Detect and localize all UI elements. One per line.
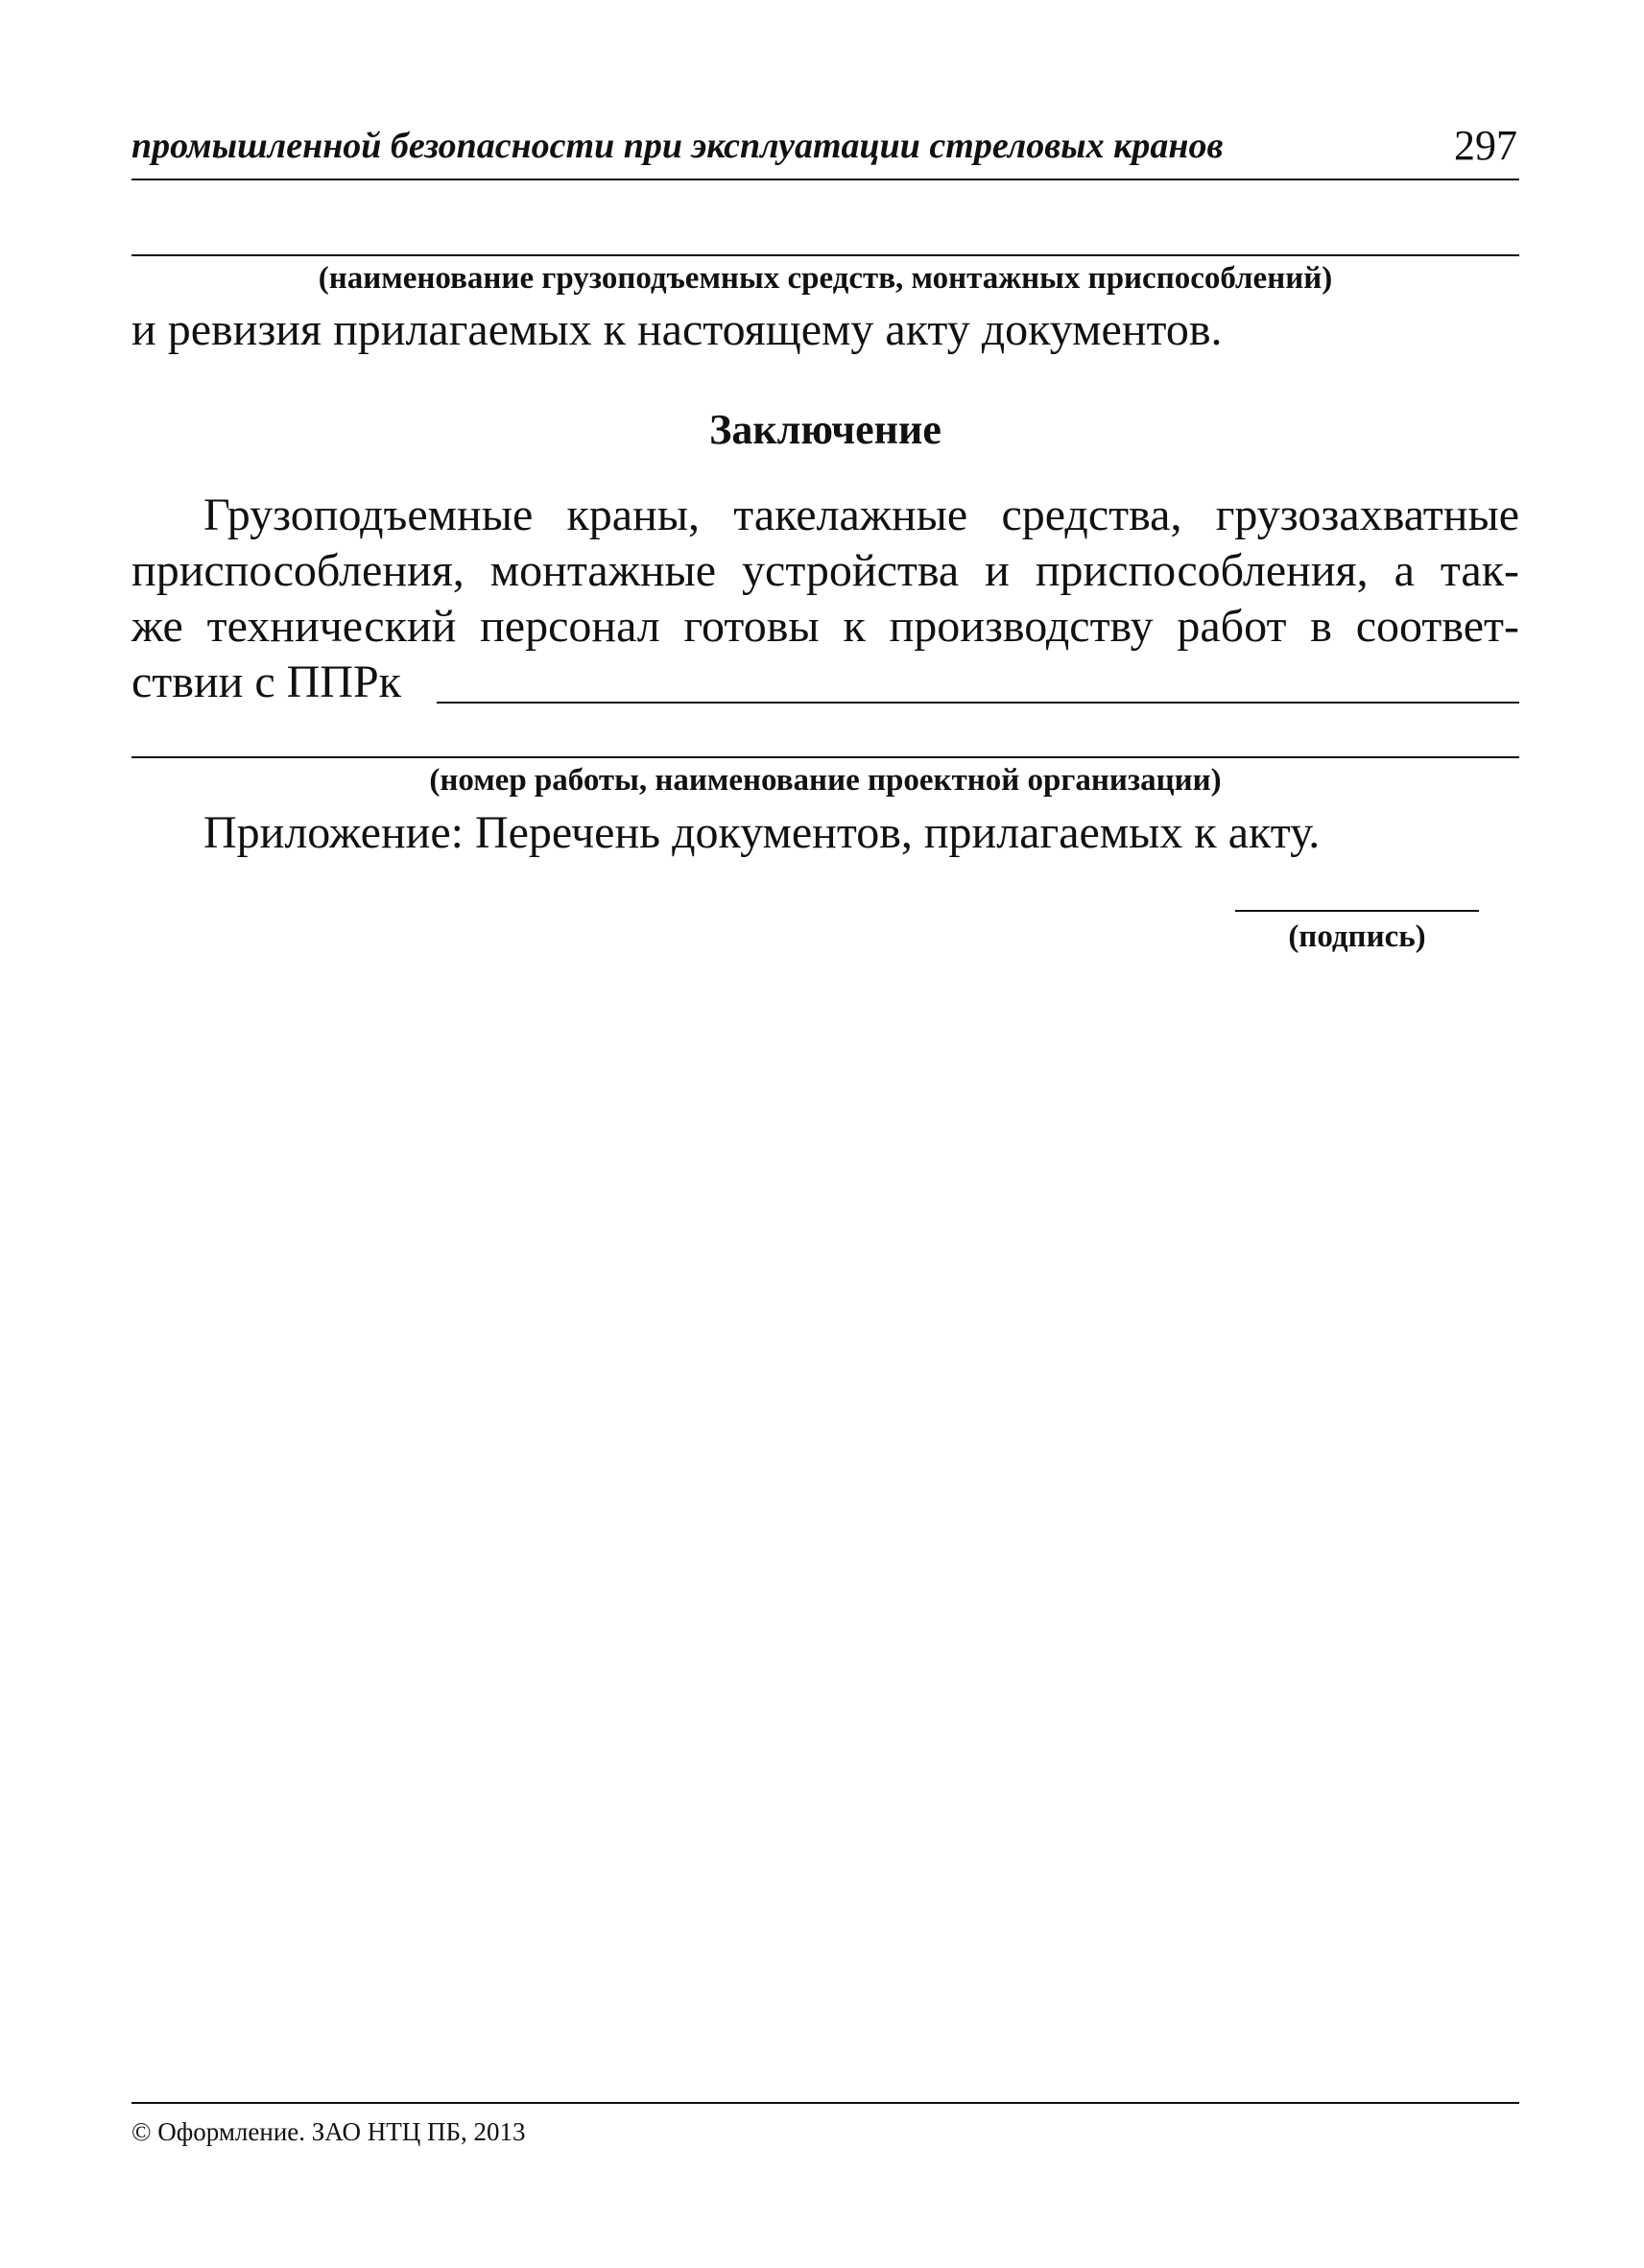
equipment-caption: (наименование грузоподъемных средств, монтажных приспособлений) <box>318 261 1333 296</box>
conclusion-line-4: ствии с ППРк <box>131 657 401 707</box>
signature-caption: (подпись) <box>1288 919 1426 954</box>
equipment-blank-line <box>131 254 1519 256</box>
signature-line <box>1235 910 1479 912</box>
footer-rule <box>131 2102 1519 2104</box>
pprk-blank-line <box>437 702 1519 704</box>
project-blank-line <box>131 756 1519 758</box>
conclusion-line-2: приспособления, монтажные устройства и приспособления, а так- <box>131 545 1519 596</box>
conclusion-line-3: же технический персонал готовы к производству работ в соответ- <box>131 601 1519 652</box>
running-header: промышленной безопасности при эксплуатации стреловых кранов <box>131 126 1224 166</box>
header-rule <box>131 179 1519 180</box>
revision-line: и ревизия прилагаемых к настоящему акту документов. <box>131 304 1223 355</box>
conclusion-heading: Заключение <box>709 406 941 453</box>
footer-copyright: © Оформление. ЗАО НТЦ ПБ, 2013 <box>131 2117 526 2146</box>
project-caption: (номер работы, наименование проектной организации) <box>429 763 1222 798</box>
attachment-line: Приложение: Перечень документов, прилагаемых к акту. <box>203 807 1321 858</box>
conclusion-line-1: Грузоподъемные краны, такелажные средства, грузозахватные <box>203 489 1519 540</box>
page-number: 297 <box>1454 122 1517 169</box>
